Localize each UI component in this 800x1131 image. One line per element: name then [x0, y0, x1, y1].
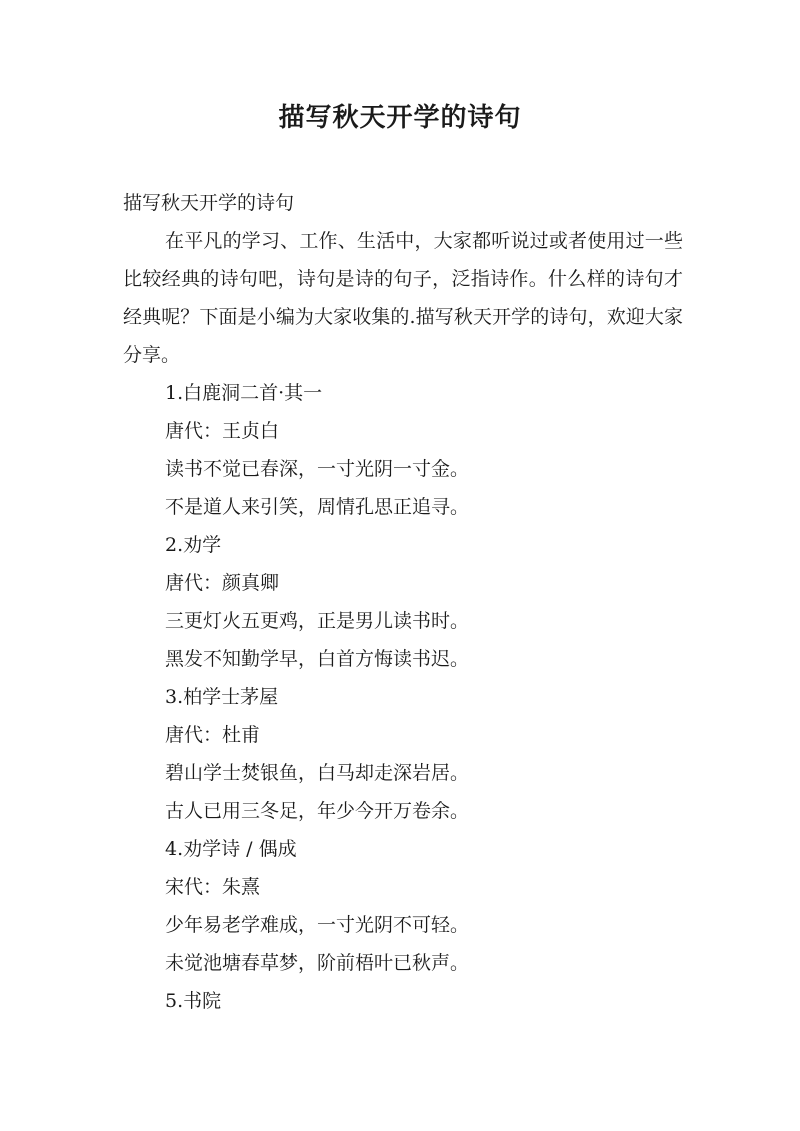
poem-heading: 4.劝学诗 / 偶成	[165, 838, 297, 860]
poem-heading: 2.劝学	[165, 534, 222, 556]
poem-line: 不是道人来引笑，周情孔思正追寻。	[165, 496, 470, 518]
poem-line: 黑发不知勤学早，白首方悔读书迟。	[165, 648, 470, 670]
poem-line: 少年易老学难成，一寸光阴不可轻。	[165, 914, 470, 936]
poem-line: 碧山学士焚银鱼，白马却走深岩居。	[165, 762, 470, 784]
poem-line: 三更灯火五更鸡，正是男儿读书时。	[165, 610, 470, 632]
poem-line: 未觉池塘春草梦，阶前梧叶已秋声。	[165, 952, 470, 974]
section-subtitle: 描写秋天开学的诗句	[123, 192, 295, 214]
poem-author: 唐代：杜甫	[165, 724, 261, 746]
poem-heading: 3.柏学士茅屋	[165, 686, 279, 708]
poem-line: 读书不觉已春深，一寸光阴一寸金。	[165, 458, 470, 480]
poem-line: 古人已用三冬足，年少今开万卷余。	[165, 800, 470, 822]
document-title: 描写秋天开学的诗句	[278, 103, 522, 133]
intro-paragraph: 在平凡的学习、工作、生活中，大家都听说过或者使用过一些比较经典的诗句吧，诗句是诗的句子，泛指诗作。什么样的诗句才经典呢？下面是小编为大家收集的.描写秋天开学的诗句，欢迎大家分享。	[123, 230, 683, 366]
document-body	[123, 184, 683, 1020]
poem-heading: 1.白鹿洞二首·其一	[165, 382, 323, 404]
poem-author: 宋代：朱熹	[165, 876, 261, 898]
poem-heading: 5.书院	[165, 990, 222, 1012]
poem-author: 唐代：王贞白	[165, 420, 280, 442]
poem-author: 唐代：颜真卿	[165, 572, 280, 594]
